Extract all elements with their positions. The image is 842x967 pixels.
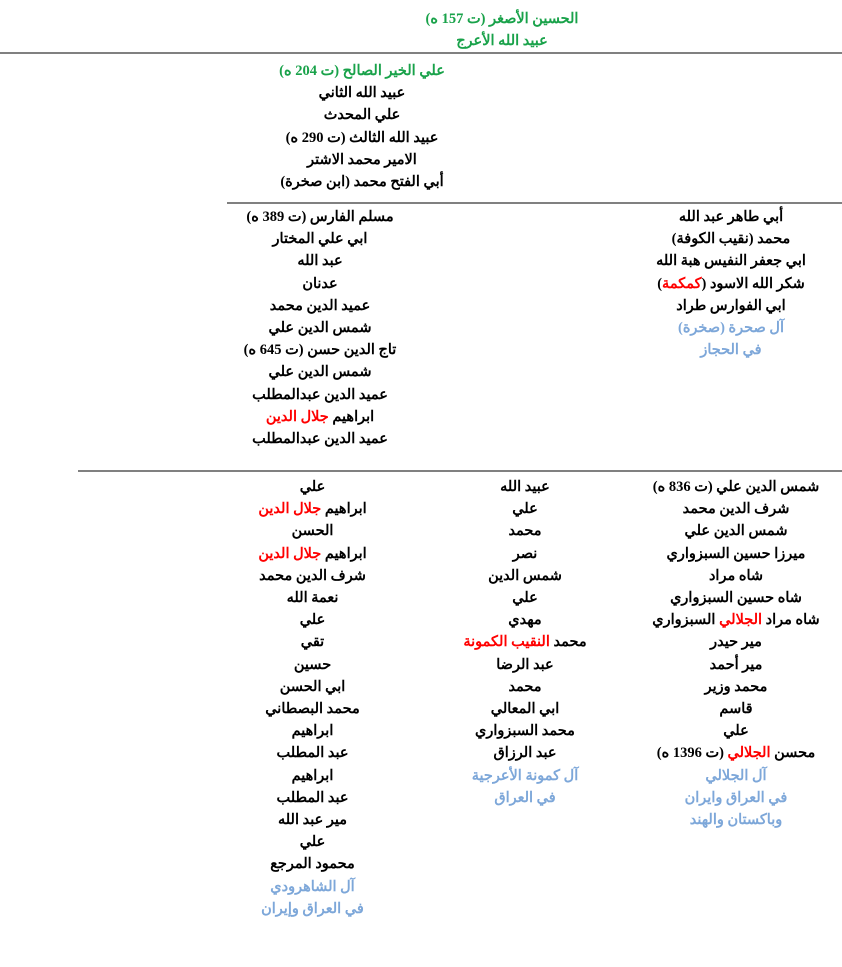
lineage-name-line [420,520,630,542]
name-segment: شكر الله الاسود ( [701,275,805,292]
name-segment: ابي المعالي [490,701,560,718]
lineage-name-line [205,206,435,228]
lineage-name-line [362,8,642,30]
name-segment: في الحجاز [700,342,762,359]
lineage-name-line [205,587,420,609]
name-segment: علي المحدث [323,107,401,124]
name-segment: ابراهيم [321,501,367,518]
lineage-name-line [205,317,435,339]
name-segment: ميرزا حسين السبزواري [666,545,806,562]
name-segment: عميد الدين محمد [269,297,371,314]
lineage-name-line [420,609,630,631]
name-segment: محمد (نقيب الكوفة) [671,231,791,248]
lineage-name-line [630,742,842,764]
name-segment: جلال الدين [258,501,322,518]
lineage-name-line [630,765,842,787]
name-segment: شمس الدين علي [268,364,372,381]
lineage-name-line [205,809,420,831]
lineage-name-line [620,273,842,295]
lineage-name-line [205,295,435,317]
name-segment: ابي الفوارس طراد [676,297,786,314]
section-divider-2 [227,202,842,204]
name-segment: عميد الدين عبدالمطلب [252,386,388,403]
name-segment: آل صحرة (صخرة) [677,320,784,337]
name-segment: محسن [770,745,816,762]
name-segment: مسلم الفارس (ت 389 ه) [246,209,394,225]
column-gap [435,206,620,450]
name-segment: عبد الرضا [496,656,554,673]
lineage-name-line [205,543,420,565]
name-segment: ) [657,275,663,292]
lineage-name-line [362,30,642,52]
name-segment: شاه مراد [762,612,820,629]
name-segment: عدنان [302,275,338,292]
name-segment: عبيد الله الأعرج [456,33,548,50]
name-segment: في العراق [494,789,556,806]
lineage-name-line [420,543,630,565]
name-segment: محمد [508,678,542,695]
lineage-name-line [205,853,420,875]
lineage-name-line [205,273,435,295]
lineage-name-line [620,295,842,317]
lineage-name-line [420,476,630,498]
lineage-name-line [205,498,420,520]
lineage-name-line [630,520,842,542]
name-segment: آل كمونة الأعرجية [471,767,579,784]
lineage-name-line [205,676,420,698]
name-segment: شمس الدين علي [268,320,372,337]
name-segment: محمد [508,523,542,540]
lineage-section-1 [0,8,842,52]
lineage-name-line [212,127,512,149]
name-segment: الحسين الأصغر (ت 157 ه) [425,11,579,27]
lineage-name-line [630,698,842,720]
lineage-name-line [212,171,512,193]
lineage-section-3 [0,206,842,450]
name-segment: عميد الدين عبدالمطلب [252,431,388,448]
name-segment: ابراهيم [321,545,367,562]
lineage-name-line [205,631,420,653]
name-segment: علي [299,479,326,495]
lineage-name-line [212,104,512,126]
lineage-column [212,60,512,193]
name-segment: أبي الفتح محمد (ابن صخرة) [280,174,444,191]
lineage-column-right [630,476,842,920]
name-segment: ابراهيم [291,767,334,784]
name-segment: عبيد الله الثاني [318,85,406,102]
lineage-column-right [620,206,842,450]
lineage-name-line [420,654,630,676]
name-segment: أبي طاهر عبد الله [678,209,784,225]
lineage-section-4 [0,476,842,920]
name-segment: آل الشاهرودي [270,878,355,895]
lineage-name-line [205,898,420,920]
lineage-column-left [205,476,420,920]
name-segment: محمد [549,634,587,651]
lineage-name-line [205,250,435,272]
lineage-name-line [205,476,420,498]
name-segment: مير حيدر [710,634,762,651]
name-segment: جلال الدين [258,545,322,562]
lineage-name-line [420,587,630,609]
name-segment: في العراق وايران [684,789,788,806]
name-segment: في العراق وإيران [261,900,364,917]
name-segment: نعمة الله [286,590,339,607]
name-segment: تاج الدين حسن (ت 645 ه) [243,342,397,359]
lineage-name-line [630,676,842,698]
name-segment: علي [299,834,326,851]
lineage-name-line [205,742,420,764]
name-segment: السبزواري [652,612,720,629]
lineage-name-line [420,676,630,698]
name-segment: علي [512,501,538,518]
name-segment: عبيد الله [500,479,550,495]
name-segment: ابي الحسن [279,678,346,695]
name-segment: علي الخير الصالح (ت 204 ه) [279,63,445,79]
name-segment: تقي [300,634,325,651]
lineage-name-line [630,809,842,831]
lineage-name-line [420,765,630,787]
name-segment: مير أحمد [709,656,763,673]
name-segment: جلال الدين [265,408,329,425]
name-segment: عبد المطلب [276,789,349,806]
lineage-name-line [205,654,420,676]
section-divider-3 [78,470,842,472]
lineage-name-line [212,82,512,104]
name-segment: الحسن [291,523,334,540]
lineage-name-line [420,631,630,653]
lineage-name-line [620,317,842,339]
name-segment: شمس الدين علي [684,523,788,540]
lineage-column-middle [420,476,630,920]
lineage-name-line [205,339,435,361]
name-segment: النقيب الكمونة [463,634,550,651]
lineage-name-line [420,698,630,720]
lineage-name-line [205,831,420,853]
lineage-name-line [205,698,420,720]
name-segment: الامير محمد الاشتر [307,151,417,168]
name-segment: وباكستان والهند [689,812,783,829]
name-segment: ابي جعفر النفيس هبة الله [656,253,806,270]
name-segment: نصر [512,545,538,562]
name-segment: شمس الدين علي (ت 836 ه) [652,479,820,495]
name-segment: مير عبد الله [277,812,348,829]
lineage-name-line [205,609,420,631]
lineage-section-2 [0,60,842,193]
lineage-name-line [205,765,420,787]
name-segment: عبد الرزاق [493,745,557,762]
lineage-name-line [630,787,842,809]
lineage-name-line [630,720,842,742]
name-segment: عبد الله [297,253,343,270]
name-segment: علي [723,723,749,740]
lineage-name-line [420,787,630,809]
lineage-name-line [620,250,842,272]
lineage-name-line [630,631,842,653]
lineage-name-line [205,384,435,406]
lineage-name-line [212,60,512,82]
name-segment: حسين [293,656,332,673]
name-segment: محمد وزير [704,678,768,695]
name-segment: كمكمة [662,275,702,292]
lineage-name-line [620,339,842,361]
name-segment: محمود المرجع [270,856,355,873]
lineage-name-line [205,520,420,542]
lineage-name-line [420,720,630,742]
lineage-name-line [630,543,842,565]
name-segment: شاه حسين السبزواري [670,590,802,607]
lineage-column [362,8,642,52]
lineage-name-line [630,498,842,520]
name-segment: ابراهيم [328,408,375,425]
lineage-name-line [420,742,630,764]
name-segment: ابي علي المختار [272,231,368,248]
name-segment: شرف الدين محمد [259,567,366,584]
name-segment: الجلالي [727,745,771,762]
name-segment: (ت 1396 ه) [656,745,728,762]
lineage-name-line [620,206,842,228]
name-segment: مهدي [508,612,542,629]
name-segment: عبد المطلب [276,745,349,762]
lineage-name-line [630,654,842,676]
name-segment: شمس الدين [488,567,562,584]
lineage-name-line [630,565,842,587]
lineage-name-line [205,787,420,809]
name-segment: الجلالي [719,612,763,629]
lineage-name-line [205,406,435,428]
name-segment: آل الجلالي [705,767,767,784]
lineage-name-line [205,428,435,450]
lineage-name-line [630,609,842,631]
lineage-name-line [420,498,630,520]
name-segment: شرف الدين محمد [682,501,790,518]
name-segment: عبيد الله الثالث (ت 290 ه) [285,129,439,146]
name-segment: علي [512,590,538,607]
lineage-name-line [630,587,842,609]
name-segment: شاه مراد [708,567,764,584]
lineage-name-line [212,149,512,171]
name-segment: ابراهيم [291,723,334,740]
lineage-name-line [205,876,420,898]
lineage-name-line [205,720,420,742]
name-segment: قاسم [719,701,753,718]
lineage-name-line [205,565,420,587]
name-segment: محمد السبزواري [475,723,575,740]
lineage-column-left [205,206,435,450]
lineage-name-line [630,476,842,498]
lineage-name-line [620,228,842,250]
name-segment: محمد البصطاني [265,701,360,718]
lineage-name-line [205,361,435,383]
lineage-name-line [420,565,630,587]
lineage-name-line [205,228,435,250]
name-segment: علي [299,612,326,629]
